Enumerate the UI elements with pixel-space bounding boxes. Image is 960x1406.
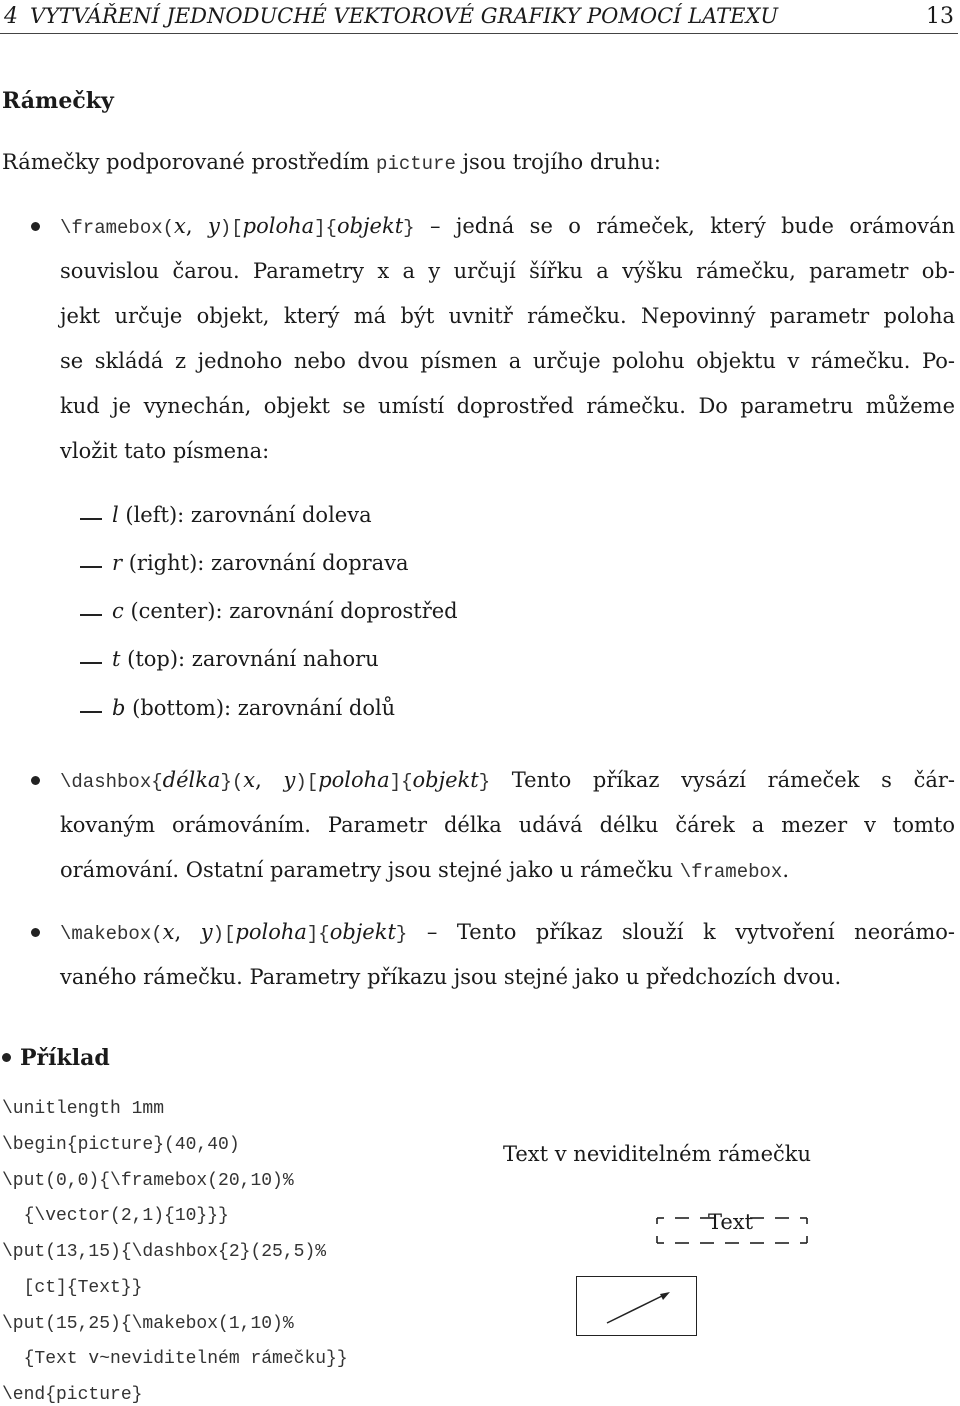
dashbox-paragraph (60, 758, 955, 893)
intro-paragraph (2, 150, 661, 175)
example-heading: Příklad (20, 1045, 110, 1071)
framebox-output (576, 1276, 697, 1336)
framebox-line-6: vložit tato písmena: (60, 439, 270, 463)
header-rule (0, 33, 958, 34)
dashbox-line-3: orámování. Ostatní parametry jsou stejné jako u rámečku \framebox. (60, 858, 790, 883)
makebox-output-text: Text v neviditelném rámečku (503, 1142, 812, 1166)
makebox-paragraph (60, 910, 955, 1000)
dash-marker (80, 711, 102, 713)
code-line: {Text v~neviditelném rámečku}} (2, 1349, 348, 1369)
framebox-line-1: \framebox(x, y)[poloha]{objekt} – jedná se o rámeček, který bude orámován (60, 214, 955, 239)
framebox-line-3: jekt určuje objekt, který má být uvnitř rámečku. Nepovinný parametr poloha (60, 304, 955, 328)
code-line: [ct]{Text}} (2, 1278, 143, 1298)
bullet-dot-framebox (31, 222, 40, 231)
alignment-item: l (left): zarovnání doleva (112, 503, 372, 527)
section-heading: Rámečky (2, 88, 114, 114)
dash-marker (80, 566, 102, 568)
bullet-dot-dashbox (31, 776, 40, 785)
intro-text-before: Rámečky podporované prostředím (2, 150, 377, 174)
code-line: \end{picture} (2, 1385, 143, 1405)
dash-marker (80, 614, 102, 616)
bullet-dot-makebox (31, 928, 40, 937)
intro-code: picture (376, 153, 456, 175)
framebox-line-2: souvislou čarou. Parametry x a y určují šířku a výšku rámečku, parametr ob- (60, 259, 955, 283)
dashbox-output-text: Text (708, 1210, 754, 1234)
framebox-line-4: se skládá z jednoho nebo dvou písmen a určuje polohu objektu v rámečku. Po- (60, 349, 955, 373)
code-line: \begin{picture}(40,40) (2, 1135, 240, 1155)
running-header-title: VYTVÁŘENÍ JEDNODUCHÉ VEKTOROVÉ GRAFIKY POMOCÍ LATEXU (30, 4, 779, 28)
dash-marker (80, 518, 102, 520)
framebox-paragraph (60, 204, 955, 474)
framebox-line-5: kud je vynechán, objekt se umístí doprostřed rámečku. Do parametru můžeme (60, 394, 955, 418)
code-line: {\vector(2,1){10}}} (2, 1206, 229, 1226)
code-line: \unitlength 1mm (2, 1099, 165, 1119)
alignment-item: t (top): zarovnání nahoru (112, 647, 379, 671)
code-line: \put(0,0){\framebox(20,10)% (2, 1171, 294, 1191)
code-line: \put(13,15){\dashbox{2}(25,5)% (2, 1242, 327, 1262)
dashbox-line-2: kovaným orámováním. Parametr délka udává délku čárek a mezer v tomto (60, 813, 955, 837)
makebox-line-2: vaného rámečku. Parametry příkazu jsou stejné jako u předchozích dvou. (60, 965, 842, 989)
code-line: \put(15,25){\makebox(1,10)% (2, 1314, 294, 1334)
alignment-item: r (right): zarovnání doprava (112, 551, 409, 575)
dashbox-line-1: \dashbox{délka}(x, y)[poloha]{objekt} Tento příkaz vysází rámeček s čár- (60, 768, 955, 793)
alignment-item: c (center): zarovnání doprostřed (112, 599, 458, 623)
makebox-line-1: \makebox(x, y)[poloha]{objekt} – Tento příkaz slouží k vytvoření neorámo- (60, 920, 955, 945)
vector-arrow-icon (576, 1276, 697, 1336)
dash-marker (80, 662, 102, 664)
intro-text-after: jsou trojího druhu: (455, 150, 662, 174)
page-number: 13 (926, 4, 954, 29)
bullet-dot-example (2, 1053, 11, 1062)
alignment-item: b (bottom): zarovnání dolů (112, 696, 396, 720)
chapter-number: 4 (4, 4, 18, 29)
